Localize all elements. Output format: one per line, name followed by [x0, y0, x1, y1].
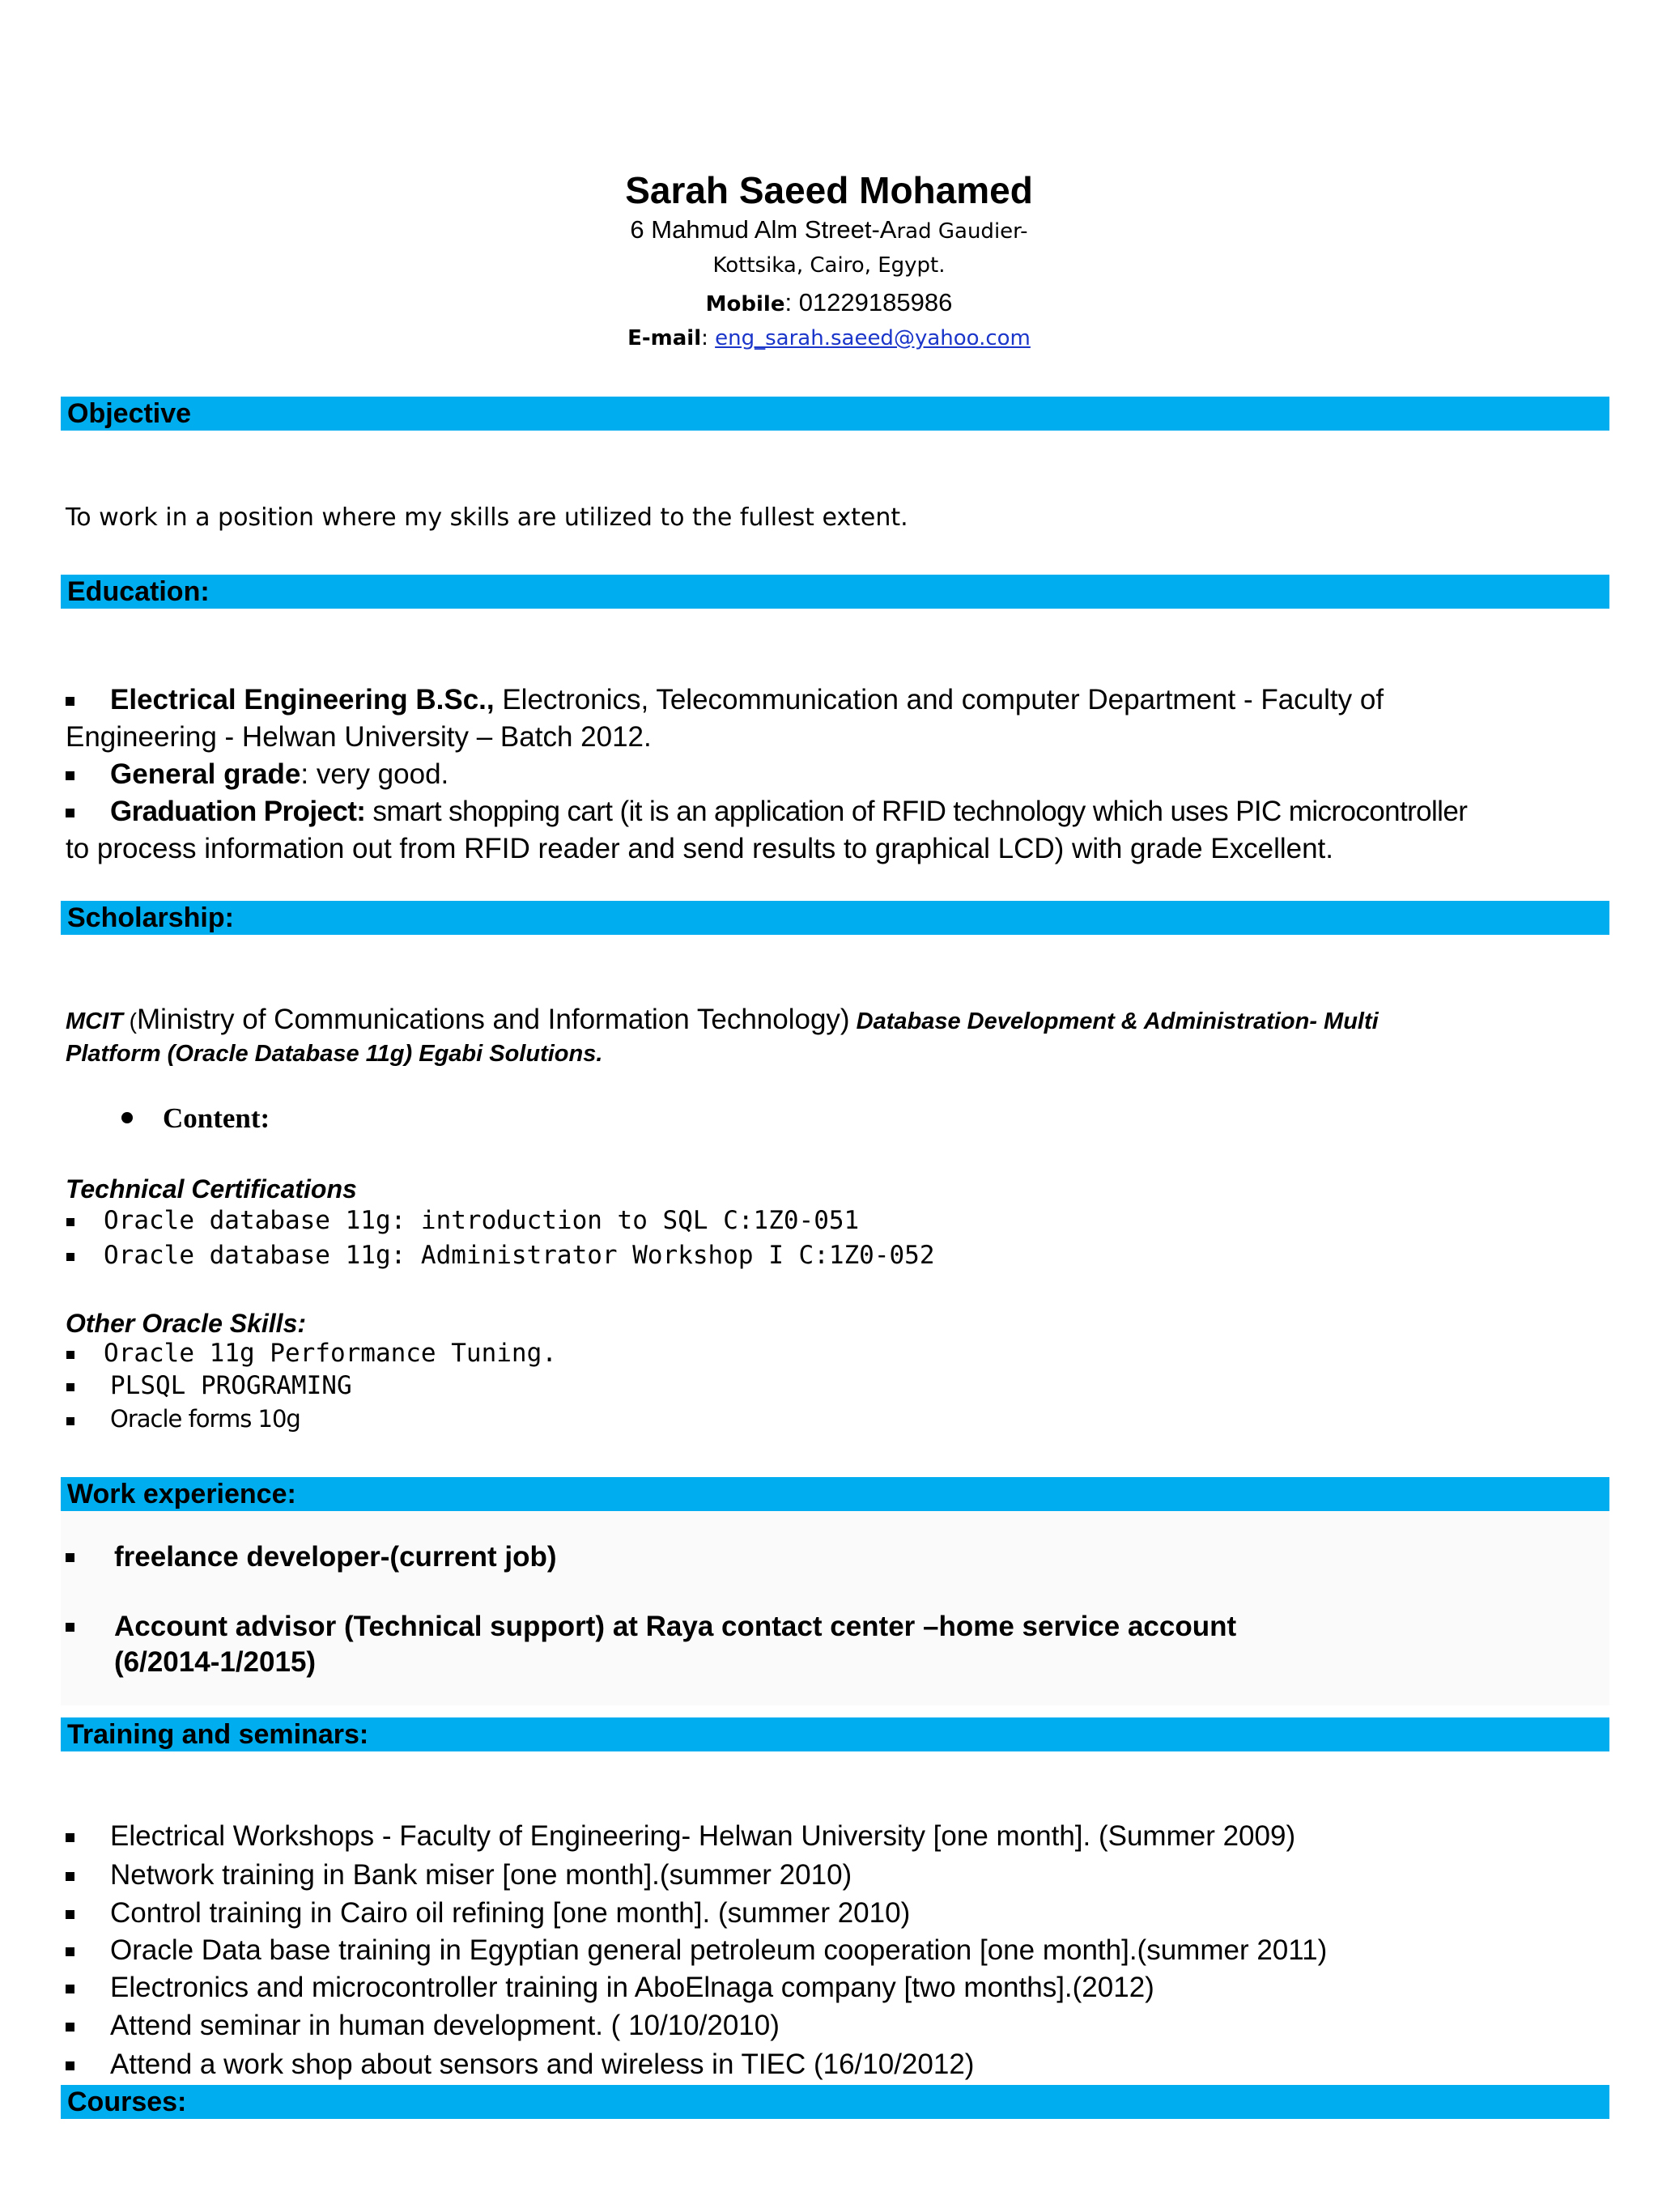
bullet-square	[66, 1985, 74, 1993]
section-training: Training and seminars:	[61, 1717, 1609, 1751]
bullet-square	[66, 1553, 74, 1562]
bullet-square	[66, 1910, 74, 1919]
education-grade	[110, 758, 449, 791]
address-part-2: rad Gaudier-	[896, 219, 1028, 244]
training-item-7: Attend a work shop about sensors and wireless in TIEC (16/10/2012)	[110, 2049, 975, 2080]
work-item-2: Account advisor (Technical support) at Raya contact center –home service account	[114, 1611, 1237, 1642]
ministry-name: Ministry of Communications and Information Technology)	[136, 1004, 850, 1035]
bullet-square	[66, 1253, 74, 1261]
education-degree	[110, 684, 1384, 716]
paren-open: (	[122, 1008, 137, 1034]
address-part-1: 6 Mahmud Alm Street-A	[630, 215, 897, 244]
work-item-2-dates: (6/2014-1/2015)	[114, 1646, 317, 1678]
training-item-3: Control training in Cairo oil refining [one month]. (summer 2010)	[110, 1897, 911, 1929]
bullet-square	[66, 1417, 74, 1425]
mobile-label: Mobile	[705, 292, 785, 316]
objective-text: To work in a position where my skills are utilized to the fullest extent.	[66, 503, 908, 532]
other-skill-2: PLSQL PROGRAMING	[110, 1371, 352, 1400]
address-line-2: Kottsika, Cairo, Egypt.	[712, 253, 946, 278]
bullet-square	[66, 1833, 74, 1842]
bullet-square	[66, 2023, 74, 2032]
training-item-1: Electrical Workshops - Faculty of Engineering- Helwan University [one month]. (Summer 2009)	[110, 1820, 1296, 1852]
education-degree-line2: Engineering - Helwan University – Batch 2012.	[66, 721, 652, 753]
bullet-square	[66, 771, 74, 780]
bullet-square	[66, 1623, 74, 1632]
training-item-2: Network training in Bank miser [one month].(summer 2010)	[110, 1859, 852, 1891]
scholarship-line1	[66, 1004, 1379, 1036]
section-courses: Courses:	[61, 2085, 1609, 2119]
degree-details: Electronics, Telecommunication and computer Department - Faculty of	[494, 684, 1384, 715]
bullet-square	[66, 1351, 74, 1359]
bullet-square	[66, 1872, 74, 1881]
education-project	[110, 796, 1467, 828]
bullet-square	[66, 1218, 74, 1226]
grade-value: : very good.	[300, 758, 449, 790]
tech-cert-2: Oracle database 11g: Administrator Workshop I C:1Z0-052	[104, 1241, 935, 1270]
tech-cert-title: Technical Certifications	[66, 1174, 357, 1204]
tech-cert-1: Oracle database 11g: introduction to SQL C:1Z0-051	[104, 1206, 860, 1235]
email-label: E-mail	[627, 326, 702, 350]
scholarship-line2: Platform (Oracle Database 11g) Egabi Solutions.	[66, 1041, 603, 1067]
bullet-square	[66, 1947, 74, 1956]
training-item-5: Electronics and microcontroller training in AboElnaga company [two months].(2012)	[110, 1972, 1154, 2003]
project-details: smart shopping cart (it is an application of RFID technology which uses PIC microcontroller	[365, 796, 1468, 827]
other-skills-title: Other Oracle Skills:	[66, 1309, 307, 1338]
program-name: Database Development & Administration- Multi	[849, 1008, 1379, 1034]
email-line	[0, 326, 1658, 350]
bullet-square	[66, 697, 74, 706]
bullet-square	[66, 2061, 74, 2070]
email-separator: :	[701, 326, 716, 350]
education-project-line2: to process information out from RFID reader and send results to graphical LCD) with grade Excellent.	[66, 833, 1333, 864]
section-work-experience: Work experience:	[61, 1477, 1609, 1511]
address-line-1	[0, 215, 1658, 244]
email-link[interactable]: eng_sarah.saeed@yahoo.com	[715, 326, 1031, 350]
mobile-line	[0, 288, 1658, 317]
section-scholarship: Scholarship:	[61, 901, 1609, 935]
content-label: Content:	[163, 1102, 270, 1134]
training-item-4: Oracle Data base training in Egyptian general petroleum cooperation [one month].(summer 2011)	[110, 1934, 1328, 1966]
bullet-dot	[121, 1112, 133, 1123]
candidate-name: Sarah Saeed Mohamed	[625, 169, 1033, 211]
mcit-label: MCIT	[66, 1008, 123, 1034]
work-item-1: freelance developer-(current job)	[114, 1541, 557, 1573]
other-skill-3: Oracle forms 10g	[110, 1405, 300, 1433]
bullet-square	[66, 809, 74, 817]
project-label: Graduation Project:	[110, 796, 366, 827]
bullet-square	[66, 1383, 74, 1391]
training-item-6: Attend seminar in human development. ( 10/10/2010)	[110, 2010, 780, 2041]
mobile-value: : 01229185986	[784, 288, 953, 316]
other-skill-1: Oracle 11g Performance Tuning.	[104, 1339, 557, 1368]
grade-label: General grade	[110, 758, 301, 790]
section-education: Education:	[61, 575, 1609, 609]
section-objective: Objective	[61, 397, 1609, 431]
degree-title: Electrical Engineering B.Sc.,	[110, 684, 495, 715]
